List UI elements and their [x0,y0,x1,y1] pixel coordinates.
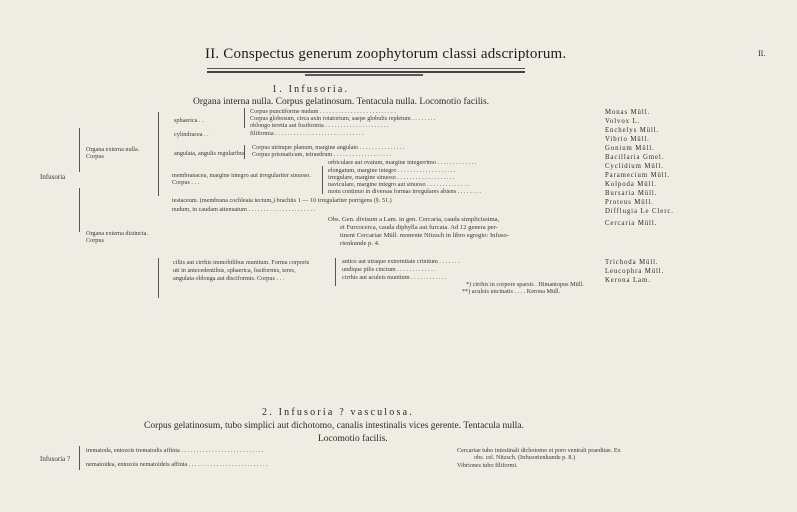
group-label-infusoria: Infusoria [40,173,66,181]
branch-b-brace [158,258,159,298]
genus-name: Volvox L. [605,118,641,125]
section-2-heading: 2. Infusoria ? vasculosa. [262,407,414,418]
cilia-form-line: ciliis aut cirrhis immobilibus munitum. Forma corporis [173,259,310,266]
cilia-form-line: angulata oblonga aut disciformis. Corpus . . . [173,275,285,282]
genus-name: Difflugia Le Clerc. [605,208,674,215]
detail-line: oblongo teretia aut fusiformia . . . . . . . . . . . . . . . . . . . . . [250,122,389,129]
form-cylindracea: cylindracea . . [174,131,209,138]
detail-brace-2 [244,145,245,159]
detail-line: orbiculare aut ovatum, margine integerrimo . . . . . . . . . . . . . [328,159,477,166]
obs-line: Obs. Gen. divisum a Lam. in gen. Cercaria, cauda simplicissima, [328,216,500,223]
genus-name: Paramecium Müll. [605,172,670,179]
cilia-detail-line: **) aculeis uncinatis . . . . Kerona Müll. [462,288,561,295]
detail-line: irregulare, margine sinuoso . . . . . . . . . . . . . . . . . . . [328,174,455,181]
detail-brace-3 [322,166,323,194]
detail-line: Corpus prismaticum, tetraedrum . . . . . . . . . . . . . . . . . . . [252,151,392,158]
cilia-detail-line: cirrhis aut aculeis munitum . . . . . . . . . . . . [342,274,447,281]
cilia-form-line: uti in antecedentibus, sphaerica, fusiformis, teres, [173,267,296,274]
page-title: II. Conspectus generum zoophytorum classi adscriptorum. [205,46,567,62]
section-1-subtitle: Organa interna nulla. Corpus gelatinosum. Tentacula nulla. Locomotio facilis. [193,97,490,107]
title-rule-thick [207,71,525,73]
obs-line: et Furcocerca, cauda diphylla aut furcata. Ad 12 genera per- [340,224,498,231]
form-nudum: nudum, in caudam attenuatum . . . . . . . . . . . . . . . . . . . . . . [172,206,315,213]
genus-name: Trichoda Müll. [605,259,659,266]
page-number: II. [758,49,766,58]
section-2-note: Cercariae tubo intestinali dichotomo et poro ventrali praeditae. Ex [457,447,621,454]
detail-line: filiformia . . . . . . . . . . . . . . . . . . . . . . . . . . . . . [250,130,364,137]
section-2-row: trematoda, entozois trematodis affinia . . . . . . . . . . . . . . . . . . . . . . . . . . . [86,447,264,454]
genus-name: Enchelys Müll. [605,127,660,134]
cilia-detail-line: *) cirrhis in corpore sparsis . Himantopus Müll. [466,281,584,288]
genus-name: Gonium Müll. [605,145,655,152]
section-2-subtitle: Corpus gelatinosum, tubo simplici aut dichotomo, canalis intestinalis vices gerente. Tentacula nulla. [144,421,524,431]
title-rule-short [305,74,423,76]
genus-name: Bacillaria Gmel. [605,154,665,161]
detail-line: naviculare, margine integro aut sinuoso . . . . . . . . . . . . . . [328,181,469,188]
section-2-brace [79,446,80,470]
obs-line: tinent Cercariae Müll. monente Nitzsch in libro egregio: Infuso- [340,232,510,239]
group-brace-upper [79,128,80,172]
group-brace-lower [79,188,80,232]
section-2-note: obs. cel. Nitzsch. (Infusorienkunde p. 8.) [474,454,576,461]
form-sphaerica: sphaerica . . [174,117,204,124]
genus-name: Cyclidium Müll. [605,163,664,170]
detail-line: Corpus punctiforme nudum . . . . . . . . . . . . . . . . . . . . . . . . . [250,108,396,115]
genus-name: Cercaria Müll. [605,220,658,227]
form-membranacea: membranacea, margine integro aut irregulariter sinuoso. Corpus . . . [172,172,311,187]
branch-a-label: Organa externa nulla. Corpus [86,146,140,161]
section-2-row: nematoidea, entozois nematoideis affinia . . . . . . . . . . . . . . . . . . . . . . . . . . [86,461,268,468]
form-angulata: angulata, angulis regularibus [174,150,246,157]
detail-line: elongatum, margine integro . . . . . . . . . . . . . . . . . . . [328,167,456,174]
detail-line: motu continuo in diversas formas irregulares abiens . . . . . . . . [328,188,481,195]
section-1-heading: 1. Infusoria. [272,84,350,95]
cilia-detail-line: undique pilis cinctum . . . . . . . . . . . . . [342,266,436,273]
detail-line: Corpus globosum, circa axin rotatorium, saepe globulis repletum . . . . . . . . [250,115,436,122]
genus-name: Kerona Lam. [605,277,651,284]
cilia-brace [335,258,336,286]
group-label-infusoria-q: Infusoria ? [40,455,71,463]
genus-name: Kolpoda Müll. [605,181,657,188]
obs-line: rienkunde p. 4. [340,240,380,247]
branch-a-brace [158,112,159,196]
genus-name: Vibrio Müll. [605,136,650,143]
section-2-subtitle-cont: Locomotio facilis. [318,434,388,444]
genus-name: Bursaria Müll. [605,190,658,197]
detail-line: Corpus utrinque planum, margine angulato . . . . . . . . . . . . . . . [252,144,405,151]
form-testaceum: testaceum. (membrana cochleata tectum,) brachiis 1 — 10 irregulariter porrigens (§. 51.) [172,197,392,204]
section-2-note: Vibriones tubo filiformi. [457,462,518,469]
detail-brace-1 [244,108,245,128]
title-rule-thin [207,68,525,69]
genus-name: Leucophra Müll. [605,268,665,275]
genus-name: Proteus Müll. [605,199,654,206]
branch-b-label: Organa externa distincta. Corpus [86,230,148,245]
cilia-detail-line: antice aut utraque extremitate crinitum . . . . . . . [342,258,460,265]
genus-name: Monas Müll. [605,109,651,116]
